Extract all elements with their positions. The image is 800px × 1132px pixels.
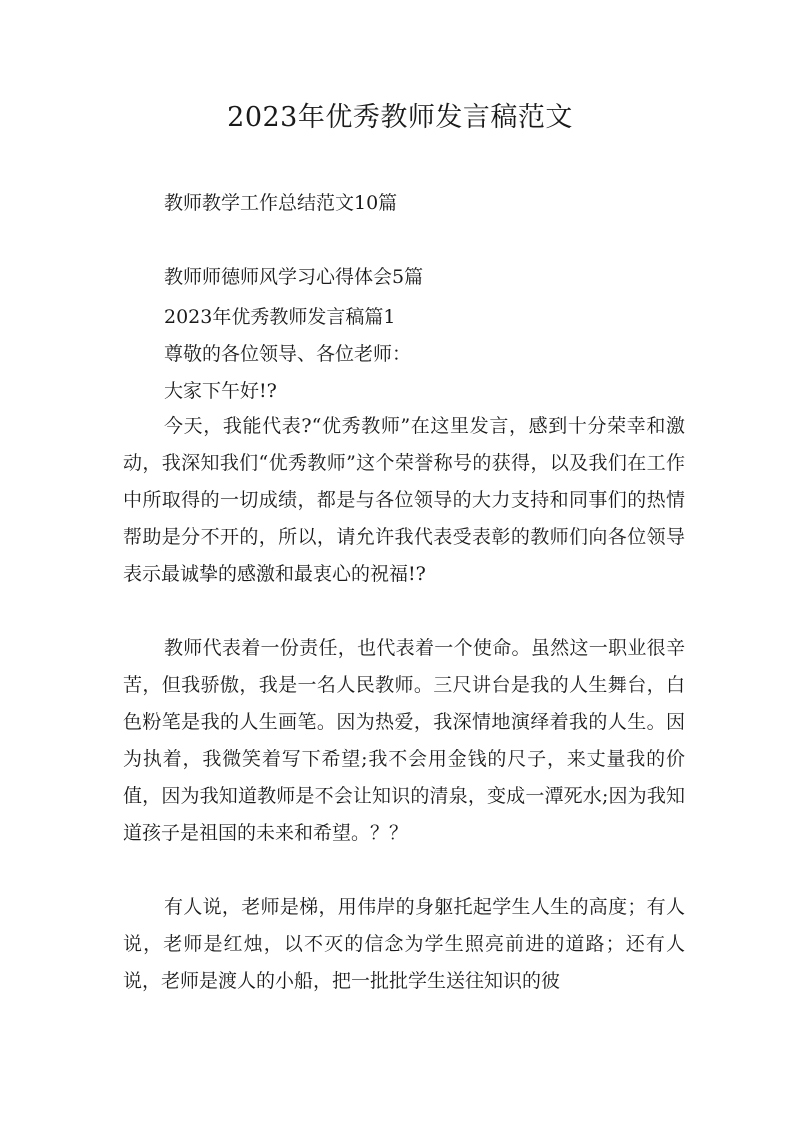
document-title: 2023年优秀教师发言稿范文 bbox=[227, 102, 573, 133]
related-link-teaching-summary[interactable]: 教师教学工作总结范文10篇 bbox=[164, 192, 398, 214]
body-paragraph: 教师代表着一份责任，也代表着一个使命。虽然这一职业很辛苦，但我骄傲，我是一名人民教师。三尺讲台是我的人生舞台，白色粉笔是我的人生画笔。因为热爱，我深情地演绎着我的人生。因为执着，我微笑着写下希望;我不会用金钱的尺子，来丈量我的价值，因为我知道教师是不会让知识的清泉，变成一潭死水;因为我知道孩子是祖国的未来和希望。？？ bbox=[123, 637, 685, 844]
body-paragraph: 有人说，老师是梯，用伟岸的身躯托起学生人生的高度；有人说，老师是红烛，以不灭的信念为学生照亮前进的道路；还有人说，老师是渡人的小船，把一批批学生送往知识的彼 bbox=[123, 896, 685, 992]
salutation: 尊敬的各位领导、各位老师： bbox=[164, 343, 412, 365]
related-link-ethics-reflection[interactable]: 教师师德师风学习心得体会5篇 bbox=[164, 266, 424, 288]
body-paragraph: 今天，我能代表?“优秀教师”在这里发言，感到十分荣幸和激动，我深知我们“优秀教师”这个荣誉称号的获得，以及我们在工作中所取得的一切成绩，都是与各位领导的大力支持和同事们的热情帮助是分不开的，所以，请允许我代表受表彰的教师们向各位领导表示最诚挚的感激和最衷心的祝福!? bbox=[123, 415, 685, 585]
greeting: 大家下午好!? bbox=[164, 380, 277, 402]
section-heading: 2023年优秀教师发言稿篇1 bbox=[164, 306, 396, 328]
